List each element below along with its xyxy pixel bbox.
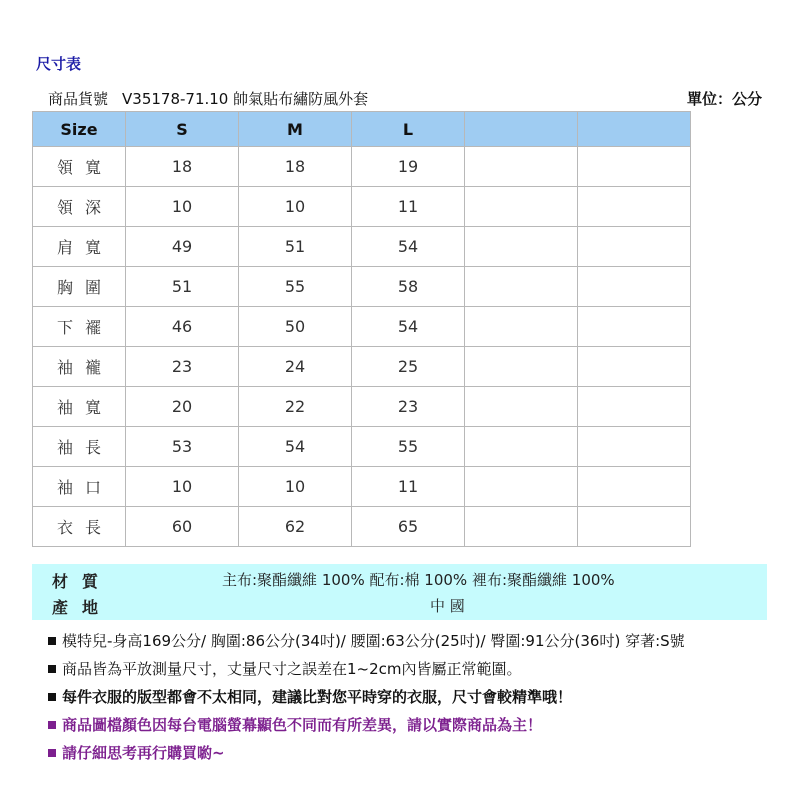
list-item bbox=[48, 658, 685, 686]
table-cell bbox=[578, 147, 691, 187]
table-cell: 19 bbox=[352, 147, 465, 187]
product-label: 商品貨號 bbox=[48, 90, 109, 108]
table-cell bbox=[465, 347, 578, 387]
table-cell: 54 bbox=[352, 307, 465, 347]
table-cell bbox=[465, 267, 578, 307]
table-cell bbox=[465, 227, 578, 267]
table-row bbox=[33, 227, 691, 267]
table-row bbox=[33, 427, 691, 467]
table-cell: 65 bbox=[352, 507, 465, 547]
table-cell: 54 bbox=[239, 427, 352, 467]
table-cell: 23 bbox=[126, 347, 239, 387]
table-row bbox=[33, 267, 691, 307]
table-cell bbox=[578, 507, 691, 547]
row-label: 下襬 bbox=[33, 307, 126, 347]
table-row bbox=[33, 307, 691, 347]
list-item bbox=[48, 630, 685, 658]
list-item bbox=[48, 714, 685, 742]
material-value: 主布:聚酯纖維 100% 配布:棉 100% 裡布:聚酯纖維 100% bbox=[222, 571, 615, 589]
row-label: 胸圍 bbox=[33, 267, 126, 307]
unit-label: 單位：公分 bbox=[686, 90, 762, 108]
table-cell: 25 bbox=[352, 347, 465, 387]
table-cell: 18 bbox=[126, 147, 239, 187]
table-row bbox=[33, 147, 691, 187]
table-cell: 55 bbox=[352, 427, 465, 467]
header-l: L bbox=[352, 112, 465, 147]
table-cell bbox=[465, 307, 578, 347]
row-label: 袖口 bbox=[33, 467, 126, 507]
page-title: 尺寸表 bbox=[36, 55, 82, 73]
row-label: 袖寬 bbox=[33, 387, 126, 427]
row-label: 袖長 bbox=[33, 427, 126, 467]
table-cell bbox=[465, 147, 578, 187]
table-cell: 51 bbox=[239, 227, 352, 267]
header-m: M bbox=[239, 112, 352, 147]
table-cell: 58 bbox=[352, 267, 465, 307]
table-cell: 51 bbox=[126, 267, 239, 307]
square-bullet-icon bbox=[48, 665, 56, 673]
origin-value: 中 國 bbox=[430, 597, 465, 615]
table-cell bbox=[578, 347, 691, 387]
table-cell: 22 bbox=[239, 387, 352, 427]
table-cell bbox=[465, 427, 578, 467]
table-cell bbox=[578, 387, 691, 427]
table-cell: 49 bbox=[126, 227, 239, 267]
table-cell: 60 bbox=[126, 507, 239, 547]
header-size: Size bbox=[33, 112, 126, 147]
note-text: 請仔細思考再行購買喲~ bbox=[62, 744, 225, 762]
note-text: 模特兒-身高169公分/ 胸圍:86公分(34吋)/ 腰圍:63公分(25吋)/ 臀圍:91公分(36吋) 穿著:S號 bbox=[62, 632, 685, 650]
header-s: S bbox=[126, 112, 239, 147]
table-cell: 50 bbox=[239, 307, 352, 347]
square-bullet-icon bbox=[48, 721, 56, 729]
notes-list bbox=[48, 630, 685, 770]
table-cell bbox=[465, 387, 578, 427]
header-empty-2 bbox=[578, 112, 691, 147]
table-row bbox=[33, 467, 691, 507]
square-bullet-icon bbox=[48, 749, 56, 757]
table-cell: 54 bbox=[352, 227, 465, 267]
table-cell: 23 bbox=[352, 387, 465, 427]
table-cell bbox=[578, 427, 691, 467]
square-bullet-icon bbox=[48, 637, 56, 645]
row-label: 肩寬 bbox=[33, 227, 126, 267]
table-cell bbox=[465, 507, 578, 547]
table-cell bbox=[465, 467, 578, 507]
size-table-header bbox=[33, 112, 691, 147]
table-cell bbox=[578, 307, 691, 347]
table-cell: 10 bbox=[239, 467, 352, 507]
product-code: V35178-71.10 帥氣貼布繡防風外套 bbox=[122, 90, 369, 108]
list-item bbox=[48, 686, 685, 714]
table-row bbox=[33, 507, 691, 547]
table-row bbox=[33, 187, 691, 227]
row-label: 袖襱 bbox=[33, 347, 126, 387]
table-cell: 24 bbox=[239, 347, 352, 387]
table-cell: 20 bbox=[126, 387, 239, 427]
material-label: 材質 bbox=[52, 572, 113, 591]
row-label: 領深 bbox=[33, 187, 126, 227]
row-label: 領寬 bbox=[33, 147, 126, 187]
table-cell: 55 bbox=[239, 267, 352, 307]
table-row bbox=[33, 387, 691, 427]
table-cell: 11 bbox=[352, 467, 465, 507]
header-empty-1 bbox=[465, 112, 578, 147]
row-label: 衣長 bbox=[33, 507, 126, 547]
table-cell bbox=[578, 267, 691, 307]
table-row bbox=[33, 347, 691, 387]
table-cell bbox=[465, 187, 578, 227]
list-item bbox=[48, 742, 685, 770]
table-cell bbox=[578, 187, 691, 227]
table-cell: 62 bbox=[239, 507, 352, 547]
table-cell: 18 bbox=[239, 147, 352, 187]
product-line bbox=[48, 88, 368, 109]
table-cell: 46 bbox=[126, 307, 239, 347]
origin-label: 產地 bbox=[52, 598, 113, 617]
table-cell: 10 bbox=[239, 187, 352, 227]
table-cell bbox=[578, 227, 691, 267]
table-cell: 53 bbox=[126, 427, 239, 467]
square-bullet-icon bbox=[48, 693, 56, 701]
note-text: 商品皆為平放測量尺寸，丈量尺寸之誤差在1~2cm內皆屬正常範圍。 bbox=[62, 660, 522, 678]
note-text: 每件衣服的版型都會不太相同，建議比對您平時穿的衣服，尺寸會較精準哦！ bbox=[62, 688, 573, 706]
table-cell: 10 bbox=[126, 467, 239, 507]
note-text: 商品圖檔顏色因每台電腦螢幕顯色不同而有所差異，請以實際商品為主！ bbox=[62, 716, 543, 734]
table-cell bbox=[578, 467, 691, 507]
size-table bbox=[32, 111, 691, 547]
table-cell: 10 bbox=[126, 187, 239, 227]
material-panel bbox=[32, 564, 767, 620]
table-cell: 11 bbox=[352, 187, 465, 227]
